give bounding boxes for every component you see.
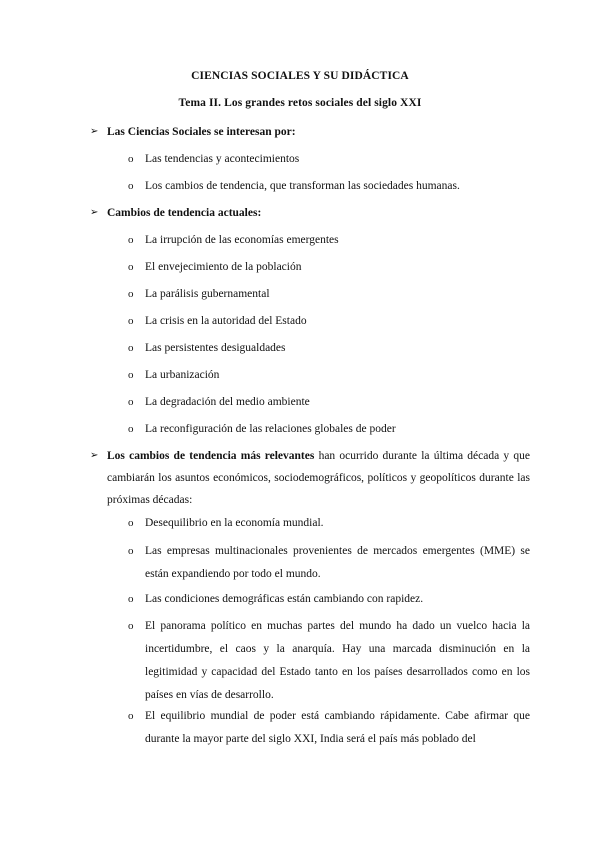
circle-bullet-icon: o xyxy=(128,710,134,722)
list-item-text: La urbanización xyxy=(145,369,220,381)
list-item xyxy=(128,512,530,535)
section-title: Los cambios de tendencia más relevantes xyxy=(107,450,315,462)
section-heading xyxy=(90,202,530,224)
list-item-text: La irrupción de las economías emergentes xyxy=(145,234,339,246)
list-item xyxy=(128,229,530,252)
circle-bullet-icon: o xyxy=(128,369,134,381)
list-item-text: El equilibrio mundial de poder está cambiando rápidamente. Cabe afirmar que durante la mayor parte del siglo XXI, India será el país más poblado del xyxy=(145,710,530,745)
list-item-text: Las condiciones demográficas están cambiando con rapidez. xyxy=(145,593,424,605)
list-item-text: La reconfiguración de las relaciones globales de poder xyxy=(145,423,396,435)
list-item-text: Las persistentes desigualdades xyxy=(145,342,286,354)
section-heading xyxy=(90,445,530,511)
document-subtitle: Tema II. Los grandes retos sociales del siglo XXI xyxy=(178,97,422,109)
list-item-text: La degradación del medio ambiente xyxy=(145,396,310,408)
section-title: Cambios de tendencia actuales: xyxy=(107,207,262,219)
circle-bullet-icon: o xyxy=(128,517,134,529)
circle-bullet-icon: o xyxy=(128,261,134,273)
list-item-text: La parálisis gubernamental xyxy=(145,288,270,300)
section-heading xyxy=(90,121,530,143)
section-title: Las Ciencias Sociales se interesan por: xyxy=(107,126,296,138)
circle-bullet-icon: o xyxy=(128,180,134,192)
circle-bullet-icon: o xyxy=(128,342,134,354)
document-title: CIENCIAS SOCIALES Y SU DIDÁCTICA xyxy=(191,70,409,82)
arrow-bullet-icon: ➢ xyxy=(90,207,99,218)
circle-bullet-icon: o xyxy=(128,620,134,632)
list-item xyxy=(128,175,530,198)
circle-bullet-icon: o xyxy=(128,315,134,327)
list-item xyxy=(128,337,530,360)
list-item-text: Las empresas multinacionales provenientes de mercados emergentes (MME) se están expandiendo por todo el mundo. xyxy=(145,545,530,580)
list-item-text: Las tendencias y acontecimientos xyxy=(145,153,300,165)
list-item xyxy=(128,418,530,441)
circle-bullet-icon: o xyxy=(128,234,134,246)
list-item xyxy=(128,615,530,707)
list-item xyxy=(128,256,530,279)
arrow-bullet-icon: ➢ xyxy=(90,450,99,461)
list-item-text: La crisis en la autoridad del Estado xyxy=(145,315,307,327)
arrow-bullet-icon: ➢ xyxy=(90,126,99,137)
list-item-text: El panorama político en muchas partes del mundo ha dado un vuelco hacia la incertidumbre, el caos y la anarquía. Hay una marcada disminución en la legitimidad y capacidad del Estado tanto en los países desarrollados como en los países en vías de desarrollo. xyxy=(145,620,530,701)
list-item xyxy=(128,364,530,387)
list-item xyxy=(128,540,530,586)
list-item-text: El envejecimiento de la población xyxy=(145,261,302,273)
section-body-text: han ocurrido durante la última década y que cambiarán los asuntos económicos, sociodemográficos, políticos y geopolíticos durante las próximas décadas: xyxy=(107,450,530,506)
list-item-text: Desequilibrio en la economía mundial. xyxy=(145,517,324,529)
list-item xyxy=(128,310,530,333)
circle-bullet-icon: o xyxy=(128,593,134,605)
list-item xyxy=(128,148,530,171)
circle-bullet-icon: o xyxy=(128,288,134,300)
list-item xyxy=(128,391,530,414)
circle-bullet-icon: o xyxy=(128,545,134,557)
list-item-text: Los cambios de tendencia, que transforman las sociedades humanas. xyxy=(145,180,460,192)
circle-bullet-icon: o xyxy=(128,423,134,435)
list-item xyxy=(128,705,530,751)
list-item xyxy=(128,588,530,611)
list-item xyxy=(128,283,530,306)
circle-bullet-icon: o xyxy=(128,153,134,165)
circle-bullet-icon: o xyxy=(128,396,134,408)
